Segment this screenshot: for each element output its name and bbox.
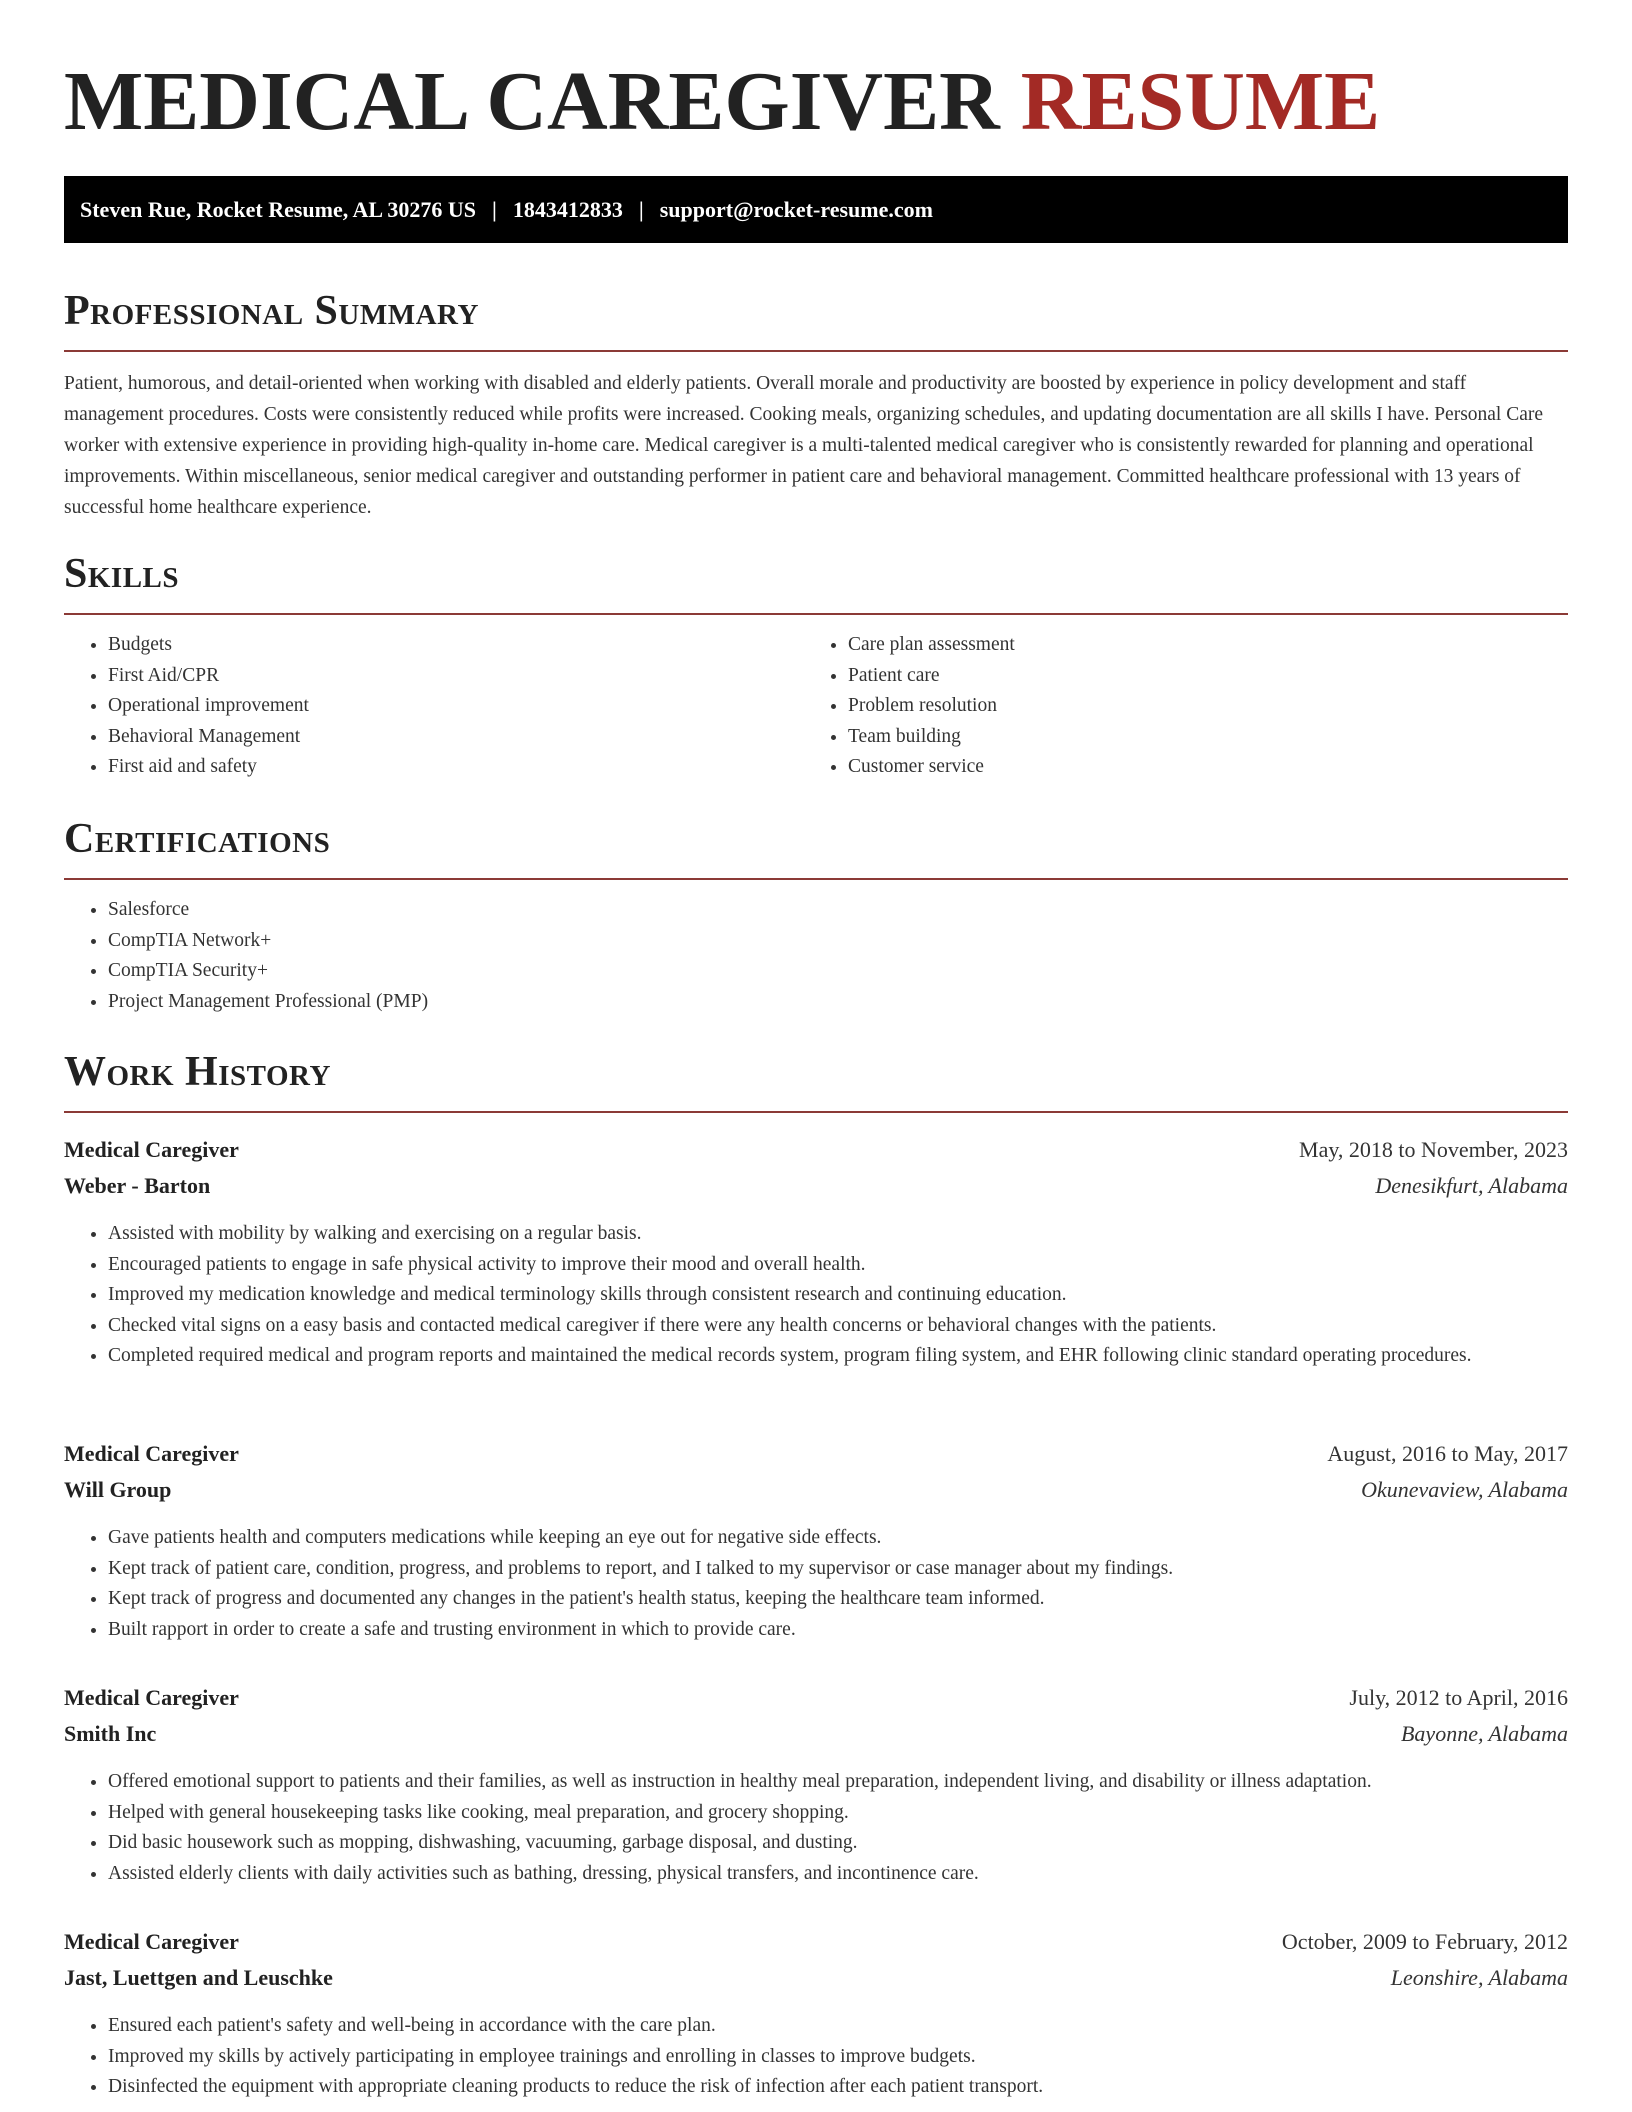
job-location: Denesikfurt, Alabama [1375,1173,1568,1198]
job-location: Okunevaview, Alabama [1361,1477,1568,1502]
certification-item: • Project Management Professional (PMP) [108,987,1568,1018]
job-company: Smith Inc [64,1721,157,1746]
job-bullet: • Checked vital signs on a easy basis and contacted medical caregiver if there were any health concerns or behavioral changes with the patients. [108,1311,1568,1342]
job-bullet: • Did basic housework such as mopping, dishwashing, vacuuming, garbage disposal, and dusting. [108,1828,1568,1859]
certification-item: • CompTIA Security+ [108,956,1568,987]
contact-phone: 1843412833 [512,196,623,222]
job-company: Jast, Luettgen and Leuschke [64,1965,333,1990]
job-bullet: • Ensured each patient's safety and well-being in accordance with the care plan. [108,2011,1568,2042]
job-bullet: • Assisted elderly clients with daily activities such as bathing, dressing, physical transfers, and incontinence care. [108,1859,1568,1890]
skill-item: • First aid and safety [108,752,808,783]
job-bullet: • Offered emotional support to patients and their families, as well as instruction in healthy meal preparation, independent living, and disability or illness adaptation. [108,1767,1568,1798]
contact-separator: | [492,196,497,222]
certifications-heading: Certifications [64,814,1568,880]
skill-item: • Team building [848,722,1548,753]
job-bullet: • Improved my skills by actively participating in employee trainings and enrolling in classes to improve budgets. [108,2042,1568,2073]
job-company-row [64,1472,1568,1508]
skill-item: • Budgets [108,630,808,661]
skill-item: • Operational improvement [108,691,808,722]
title-accent: RESUME [1020,55,1381,148]
job-company: Will Group [64,1477,172,1502]
summary-text: Patient, humorous, and detail-oriented when working with disabled and elderly patients. Overall morale and productivity are boosted by experience in policy development and staff management procedures. Costs were consistently reduced while profits were increased. Cooking meals, organizing schedules, and updating documentation are all skills I have. Personal Care worker with extensive experience in providing high-quality in-home care. Medical caregiver is a multi-talented medical caregiver who is consistently rewarded for planning and operational improvements. Within miscellaneous, senior medical caregiver and outstanding performer in patient care and behavioral management. Committed healthcare professional with 13 years of successful home healthcare experience. [64,373,1544,518]
job-company-row [64,1168,1568,1204]
job-dates: May, 2018 to November, 2023 [1299,1137,1568,1162]
skills-list-left [64,630,808,783]
job-bullet: • Helped with general housekeeping tasks like cooking, meal preparation, and grocery shopping. [108,1798,1568,1829]
job-title-row [64,1132,1568,1168]
job-bullets [64,1219,1568,1372]
job-company: Weber - Barton [64,1173,211,1198]
skill-item: • Behavioral Management [108,722,808,753]
job-bullet: • Kept track of patient care, condition, progress, and problems to report, and I talked to my supervisor or case manager about my findings. [108,1554,1568,1585]
job-dates: October, 2009 to February, 2012 [1281,1929,1568,1954]
contact-email: support@rocket-resume.com [659,196,933,222]
job-title: Medical Caregiver [64,1929,239,1954]
job-location: Leonshire, Alabama [1390,1965,1568,1990]
summary-heading: Professional Summary [64,286,1568,352]
job-location: Bayonne, Alabama [1400,1721,1568,1746]
certifications-list [64,895,1568,1017]
contact-name-address: Steven Rue, Rocket Resume, AL 30276 US [80,196,476,222]
work-history-heading: Work History [64,1047,1568,1113]
job-title: Medical Caregiver [64,1441,239,1466]
resume-title [64,52,1380,152]
job-bullet: • Kept track of progress and documented any changes in the patient's health status, keeping the healthcare team informed. [108,1584,1568,1615]
job-company-row [64,1960,1568,1996]
skill-item: • Patient care [848,661,1548,692]
job-dates: August, 2016 to May, 2017 [1327,1441,1568,1466]
certification-item: • CompTIA Network+ [108,926,1568,957]
job-bullet: • Built rapport in order to create a safe and trusting environment in which to provide care. [108,1615,1568,1646]
skills-heading: Skills [64,549,1568,615]
skill-item: • Problem resolution [848,691,1548,722]
job-company-row [64,1716,1568,1752]
job-title-row [64,1924,1568,1960]
job-bullet: • Assisted with mobility by walking and exercising on a regular basis. [108,1219,1568,1250]
job-title-row [64,1680,1568,1716]
certification-item: • Salesforce [108,895,1568,926]
job-title-row [64,1436,1568,1472]
job-bullet: • Improved my medication knowledge and medical terminology skills through consistent research and continuing education. [108,1280,1568,1311]
job-bullet: • Completed required medical and program reports and maintained the medical records system, program filing system, and EHR following clinic standard operating procedures. [108,1341,1568,1372]
job-bullet: • Encouraged patients to engage in safe physical activity to improve their mood and overall health. [108,1250,1568,1281]
job-bullets [64,1767,1568,1889]
skill-item: • First Aid/CPR [108,661,808,692]
job-bullets [64,2011,1568,2103]
job-bullet: • Gave patients health and computers medications while keeping an eye out for negative side effects. [108,1523,1568,1554]
job-bullets [64,1523,1568,1645]
job-bullet: • Disinfected the equipment with appropriate cleaning products to reduce the risk of infection after each patient transport. [108,2072,1568,2103]
job-dates: July, 2012 to April, 2016 [1349,1685,1568,1710]
title-main: MEDICAL CAREGIVER [64,55,1000,148]
contact-separator: | [638,196,644,222]
job-title: Medical Caregiver [64,1685,239,1710]
contact-bar [64,176,1568,243]
job-title: Medical Caregiver [64,1137,239,1162]
skill-item: • Care plan assessment [848,630,1548,661]
skills-list-right [804,630,1548,783]
skill-item: • Customer service [848,752,1548,783]
